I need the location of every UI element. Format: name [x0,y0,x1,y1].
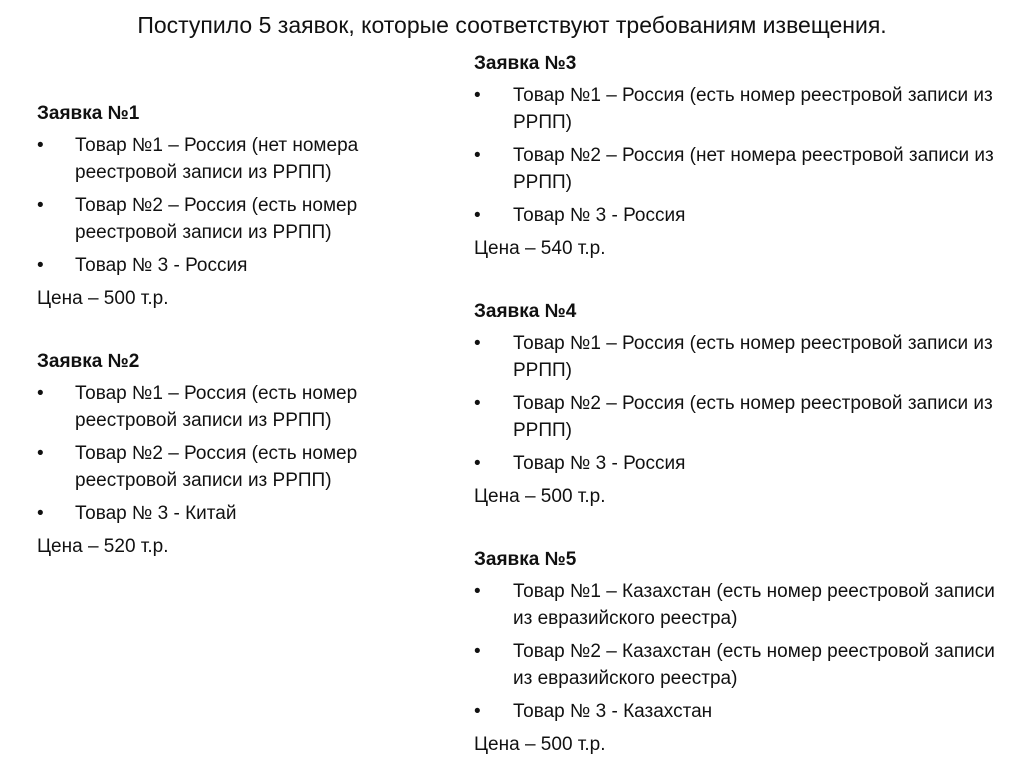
item-text: Товар № 3 - Россия [513,453,686,474]
item-list [37,132,437,279]
application-title: Заявка №1 [37,103,140,124]
list-item [474,390,1004,444]
list-item [474,578,1004,632]
bullet-icon: • [474,641,481,662]
bullet-icon: • [474,453,481,474]
bullet-icon: • [474,145,481,166]
application-3 [474,50,1004,262]
list-item [37,500,437,527]
list-item [37,440,437,494]
slide-title: Поступило 5 заявок, которые соответствуют требованиям извещения. [137,12,887,38]
application-1 [37,100,437,312]
item-list [474,578,1004,725]
list-item [474,450,1004,477]
price: Цена – 520 т.р. [37,536,169,557]
price: Цена – 500 т.р. [37,288,169,309]
price: Цена – 500 т.р. [474,486,606,507]
application-4 [474,298,1004,510]
bullet-icon: • [37,443,44,464]
bullet-icon: • [37,255,44,276]
right-column [474,50,1004,758]
item-list [474,330,1004,477]
item-list [37,380,437,527]
bullet-icon: • [37,383,44,404]
item-list [474,82,1004,229]
bullet-icon: • [37,195,44,216]
application-5 [474,546,1004,758]
item-text: Товар № 3 - Казахстан [513,701,713,722]
application-title: Заявка №4 [474,301,577,322]
item-text: Товар №1 – Россия (есть номер реестровой записи из РРПП) [513,85,993,133]
left-column [37,100,437,560]
item-text: Товар № 3 - Россия [513,205,686,226]
list-item [474,142,1004,196]
list-item [37,252,437,279]
list-item [474,330,1004,384]
bullet-icon: • [474,205,481,226]
list-item [37,192,437,246]
item-text: Товар №2 – Россия (нет номера реестровой записи из РРПП) [513,145,994,193]
item-text: Товар №1 – Россия (нет номера реестровой записи из РРПП) [75,135,359,183]
list-item [37,132,437,186]
bullet-icon: • [474,581,481,602]
price: Цена – 500 т.р. [474,734,606,755]
application-2 [37,348,437,560]
list-item [37,380,437,434]
item-text: Товар №1 – Казахстан (есть номер реестровой записи из евразийского реестра) [513,581,995,629]
item-text: Товар №2 – Казахстан (есть номер реестровой записи из евразийского реестра) [513,641,995,689]
item-text: Товар №2 – Россия (есть номер реестровой записи из РРПП) [513,393,993,441]
price: Цена – 540 т.р. [474,238,606,259]
list-item [474,82,1004,136]
bullet-icon: • [474,85,481,106]
item-text: Товар №2 – Россия (есть номер реестровой записи из РРПП) [75,195,358,243]
application-title: Заявка №2 [37,351,140,372]
item-text: Товар № 3 - Китай [75,503,237,524]
item-text: Товар №2 – Россия (есть номер реестровой записи из РРПП) [75,443,358,491]
bullet-icon: • [37,503,44,524]
item-text: Товар № 3 - Россия [75,255,248,276]
bullet-icon: • [474,333,481,354]
item-text: Товар №1 – Россия (есть номер реестровой записи из РРПП) [75,383,358,431]
list-item [474,698,1004,725]
application-title: Заявка №5 [474,549,577,570]
list-item [474,638,1004,692]
bullet-icon: • [474,393,481,414]
bullet-icon: • [474,701,481,722]
bullet-icon: • [37,135,44,156]
list-item [474,202,1004,229]
item-text: Товар №1 – Россия (есть номер реестровой записи из РРПП) [513,333,993,381]
application-title: Заявка №3 [474,53,577,74]
